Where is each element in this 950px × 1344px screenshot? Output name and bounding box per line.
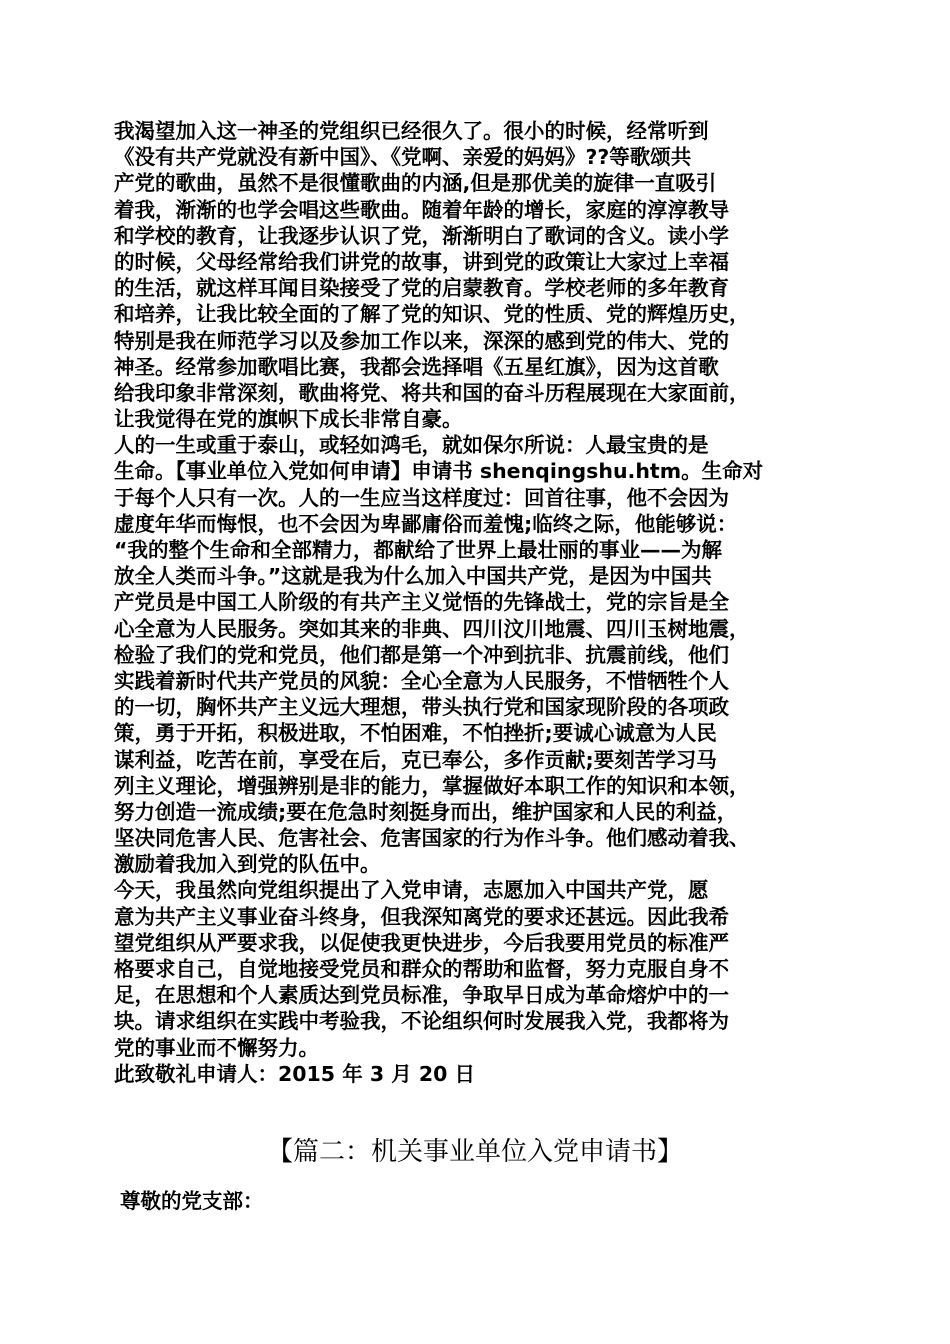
body-line: 着我，渐渐的也学会唱这些歌曲。随着年龄的增长，家庭的淳淳教导 — [114, 197, 729, 222]
body-line: 激励着我加入到党的队伍中。 — [114, 852, 381, 877]
body-line: 谋利益，吃苦在前，享受在后，克已奉公，多作贡献;要刻苦学习马 — [114, 747, 717, 772]
body-line: 块。请求组织在实践中考验我，不论组织何时发展我入党，我都将为 — [114, 1009, 729, 1034]
body-line: 检验了我们的党和党员，他们都是第一个冲到抗非、抗震前线，他们 — [114, 642, 729, 667]
body-line: 给我印象非常深刻，歌曲将党、将共和国的奋斗历程展现在大家面前， — [114, 380, 750, 405]
body-line: 产党的歌曲，虽然不是很懂歌曲的内涵,但是那优美的旋律一直吸引 — [114, 171, 717, 196]
body-line: 党的事业而不懈努力。 — [114, 1035, 319, 1060]
body-line: 产党员是中国工人阶级的有共产主义觉悟的先锋战士，党的宗旨是全 — [114, 590, 729, 615]
body-line: 足，在思想和个人素质达到党员标准，争取早日成为革命熔炉中的一 — [114, 983, 729, 1008]
body-line: 努力创造一流成绩;要在危急时刻挺身而出，维护国家和人民的利益， — [114, 799, 738, 824]
salutation: 尊敬的党支部： — [120, 1189, 264, 1213]
body-line: 我渴望加入这一神圣的党组织已经很久了。很小的时候，经常听到 — [114, 119, 709, 143]
body-line: 意为共产主义事业奋斗终身，但我深知离党的要求还甚远。因此我希 — [114, 904, 729, 929]
body-line: 生命。【事业单位入党如何申请】申请书 shenqingshu.htm。生命对 — [114, 459, 764, 484]
body-line: 和培养，让我比较全面的了解了党的知识、党的性质、党的辉煌历史， — [114, 302, 750, 327]
body-line: 和学校的教育，让我逐步认识了党，渐渐明白了歌词的含义。读小学 — [114, 223, 729, 248]
body-line: 特别是我在师范学习以及参加工作以来，深深的感到党的伟大、党的 — [114, 328, 729, 353]
body-line: 的一切，胸怀共产主义远大理想，带头执行党和国家现阶段的各项政 — [114, 695, 729, 720]
body-line: 列主义理论，增强辨别是非的能力，掌握做好本职工作的知识和本领， — [114, 773, 750, 798]
body-line: 今天，我虽然向党组织提出了入党申请，志愿加入中国共产党，愿 — [114, 878, 709, 903]
body-line: 心全意为人民服务。突如其来的非典、四川汶川地震、四川玉树地震， — [114, 616, 750, 641]
body-line: 的时候，父母经常给我们讲党的故事，讲到党的政策让大家过上幸福 — [114, 249, 729, 274]
body-line: “我的整个生命和全部精力，都献给了世界上最壮丽的事业——为解 — [114, 538, 722, 562]
body-line: 让我觉得在党的旗帜下成长非常自豪。 — [114, 407, 463, 432]
body-line: 实践着新时代共产党员的风貌：全心全意为人民服务，不惜牺牲个人 — [114, 668, 729, 693]
body-line: 望党组织从严要求我，以促使我更快进步，今后我要用党员的标准严 — [114, 930, 729, 955]
section-title: 【篇二：机关事业单位入党申请书】 — [266, 1137, 683, 1167]
body-line: 的生活，就这样耳闻目染接受了党的启蒙教育。学校老师的多年教育 — [114, 276, 729, 301]
body-line: 放全人类而斗争。”这就是我为什么加入中国共产党，是因为中国共 — [114, 564, 712, 589]
body-line: 格要求自己，自觉地接受党员和群众的帮助和监督，努力克服自身不 — [114, 957, 729, 981]
body-line: 策，勇于开拓，积极进取，不怕困难，不怕挫折;要诚心诚意为人民 — [114, 721, 717, 746]
body-line: 人的一生或重于泰山，或轻如鸿毛，就如保尔所说：人最宝贵的是 — [114, 433, 709, 458]
body-line: 神圣。经常参加歌唱比赛，我都会选择唱《五星红旗》，因为这首歌 — [114, 354, 719, 379]
body-line: 虚度年华而悔恨，也不会因为卑鄙庸俗而羞愧;临终之际，他能够说： — [114, 511, 738, 536]
body-line: 于每个人只有一次。人的一生应当这样度过：回首往事，他不会因为 — [114, 485, 729, 510]
document-body — [114, 118, 849, 1087]
body-line: 坚决同危害人民、危害社会、危害国家的行为作斗争。他们感动着我、 — [114, 826, 750, 851]
signature-line: 此致敬礼申请人：2015 年 3 月 20 日 — [114, 1061, 476, 1086]
body-line: 《没有共产党就没有新中国》、《党啊、亲爱的妈妈》??等歌颂共 — [114, 145, 692, 170]
